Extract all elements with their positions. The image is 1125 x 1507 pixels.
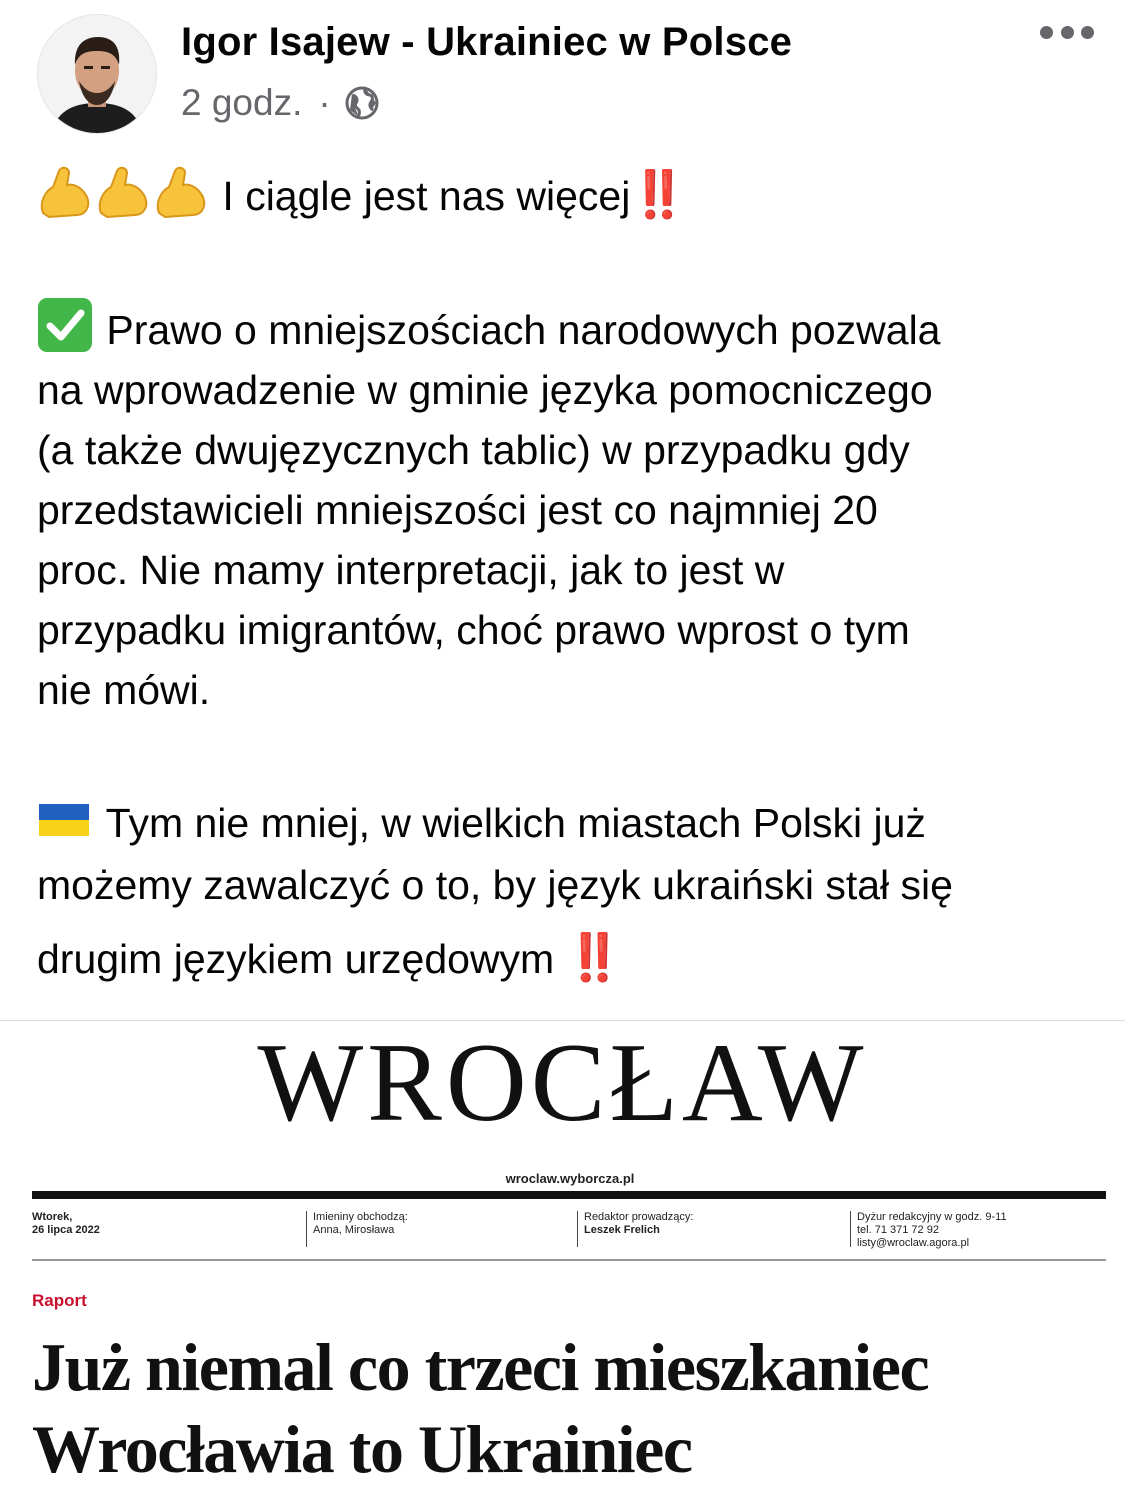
post-header	[0, 0, 1125, 140]
name-days: Imieniny obchodzą: Anna, Mirosława	[306, 1211, 408, 1247]
post-line-1	[37, 163, 684, 236]
post-line-2	[37, 297, 940, 370]
avatar-image	[38, 15, 156, 133]
post-line-text: Tym nie mniej, w wielkich miastach Polski już	[105, 800, 926, 846]
post-image-newspaper[interactable]	[0, 1020, 1125, 1507]
post-time[interactable]: 2 godz.	[181, 82, 303, 123]
double-exclamation-icon: ‼️	[565, 931, 619, 983]
newspaper-site: wroclaw.wyborcza.pl	[505, 1171, 635, 1186]
info-rule	[32, 1259, 1106, 1261]
post-line-7: przypadku imigrantów, choć prawo wprost o tym	[37, 607, 910, 653]
post-line-4: (a także dwujęzycznych tablic) w przypadku gdy	[37, 427, 910, 473]
post-line-8: nie mówi.	[37, 667, 211, 713]
meta-separator: ·	[318, 82, 331, 123]
more-options-icon[interactable]	[1040, 26, 1094, 42]
post-line-9	[37, 793, 926, 856]
post-line-5: przedstawicieli mniejszości jest co najmniej 20	[37, 487, 878, 533]
headline-line-2: Wrocławia to Ukrainiec	[32, 1411, 692, 1487]
post-line-text: Prawo o mniejszościach narodowych pozwala	[106, 307, 941, 354]
check-mark-button-icon	[37, 297, 95, 370]
post-line-text: drugim językiem urzędowym	[37, 936, 555, 982]
ukraine-flag-icon	[37, 796, 95, 857]
issue-date: Wtorek, 26 lipca 2022	[32, 1211, 100, 1236]
masthead-rule	[32, 1191, 1106, 1199]
post-line-text: I ciągle jest nas więcej	[222, 173, 631, 220]
newspaper-masthead: WROCŁAW	[257, 1021, 868, 1145]
author-name[interactable]: Igor Isajew - Ukrainiec w Polsce	[181, 20, 793, 64]
post-meta	[181, 82, 379, 124]
post-line-6: proc. Nie mamy interpretacji, jak to jest w	[37, 547, 785, 593]
post-line-11	[37, 927, 619, 990]
author-avatar[interactable]	[37, 14, 157, 134]
article-headline	[32, 1326, 1112, 1490]
headline-line-1: Już niemal co trzeci mieszkaniec	[32, 1329, 929, 1405]
flexed-biceps-icon	[37, 163, 211, 236]
editorial-duty: Dyżur redakcyjny w godz. 9-11 tel. 71 371 72 92 listy@wroclaw.agora.pl	[850, 1211, 1007, 1247]
globe-icon[interactable]	[345, 86, 379, 120]
post-line-3: na wprowadzenie w gminie języka pomocniczego	[37, 367, 933, 413]
double-exclamation-icon: ‼️	[630, 168, 684, 221]
managing-editor: Redaktor prowadzący: Leszek Frelich	[577, 1211, 693, 1247]
section-label: Raport	[32, 1291, 87, 1310]
post-line-10: możemy zawalczyć o to, by język ukraiński stał się	[37, 862, 953, 908]
